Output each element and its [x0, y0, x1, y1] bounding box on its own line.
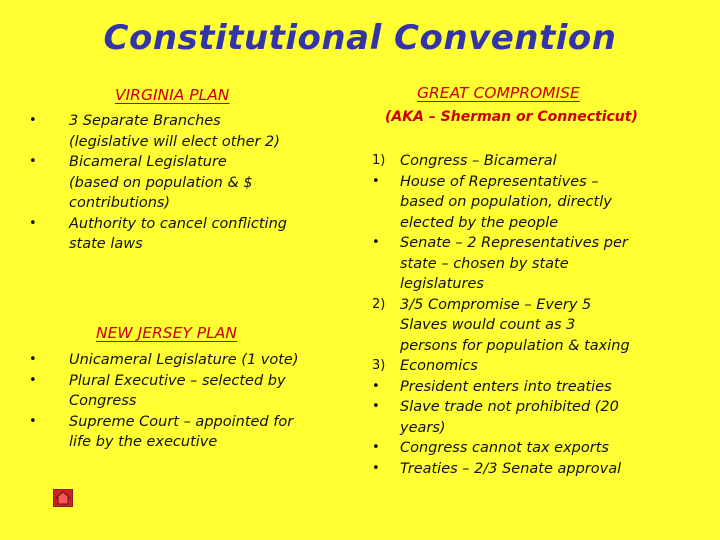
list-item-line: Senate – 2 Representatives per — [400, 235, 628, 251]
list-item — [29, 350, 359, 371]
list-item — [372, 172, 712, 234]
list-bullet: 3) — [372, 358, 386, 373]
list-item-line: (based on population & $ — [69, 174, 253, 191]
home-icon[interactable] — [53, 489, 73, 507]
list-bullet: • — [372, 173, 380, 189]
list-item-line: contributions) — [69, 195, 171, 211]
list-item — [372, 151, 712, 172]
list-bullet: • — [372, 460, 380, 476]
list-bullet: • — [29, 352, 37, 367]
list-item-line: Bicameral Legislature — [69, 154, 227, 170]
list-item-line: President enters into treaties — [400, 378, 612, 395]
list-bullet: • — [29, 113, 37, 128]
virginia-plan-list — [29, 111, 359, 255]
list-item — [372, 295, 712, 357]
list-item — [372, 438, 712, 459]
list-item-line: state laws — [69, 236, 143, 252]
list-item — [29, 152, 359, 214]
list-bullet: • — [372, 378, 380, 394]
list-item-line: Congress — [69, 393, 137, 409]
new-jersey-plan-list — [29, 350, 359, 453]
list-item — [372, 377, 712, 398]
list-bullet: • — [29, 215, 37, 231]
great-compromise-heading: GREAT COMPROMISE — [417, 84, 580, 102]
list-bullet: • — [29, 154, 37, 169]
list-item — [29, 214, 359, 255]
new-jersey-plan-heading: NEW JERSEY PLAN — [96, 324, 237, 342]
virginia-plan-heading: VIRGINIA PLAN — [115, 86, 230, 104]
great-compromise-subheading: (AKA – Sherman or Connecticut) — [385, 109, 638, 125]
list-bullet: • — [372, 235, 380, 250]
list-item-line: legislatures — [400, 276, 484, 292]
list-item-line: Unicameral Legislature (1 vote) — [69, 352, 299, 368]
slide-title: Constitutional Convention — [103, 18, 617, 58]
list-bullet: 1) — [372, 153, 386, 168]
list-item-line: Congress cannot tax exports — [400, 440, 609, 456]
list-item-line: Plural Executive – selected by — [69, 372, 286, 389]
list-item-line: years) — [400, 419, 446, 436]
list-item — [372, 356, 712, 377]
list-item-line: life by the executive — [69, 434, 218, 450]
list-item-line: 3 Separate Branches — [69, 113, 221, 129]
list-item-line: Congress – Bicameral — [400, 153, 557, 169]
list-item — [372, 397, 712, 438]
list-bullet: • — [372, 440, 380, 455]
list-item-line: Economics — [400, 358, 478, 374]
list-item-line: based on population, directly — [400, 194, 612, 210]
list-bullet: • — [29, 372, 37, 388]
list-bullet: • — [29, 413, 37, 429]
list-item-line: elected by the people — [400, 214, 559, 231]
list-item-line: persons for population & taxing — [400, 337, 630, 354]
list-bullet: 2) — [372, 296, 386, 312]
list-bullet: • — [372, 399, 380, 414]
list-item-line: House of Representatives – — [400, 173, 599, 190]
list-item-line: Authority to cancel conflicting — [69, 215, 287, 232]
list-item-line: Slaves would count as 3 — [400, 317, 576, 333]
list-item — [29, 111, 359, 152]
list-item-line: Treaties – 2/3 Senate approval — [400, 460, 622, 477]
list-item-line: (legislative will elect other 2) — [69, 133, 280, 150]
great-compromise-list — [372, 151, 712, 479]
list-item — [29, 412, 359, 453]
list-item-line: Supreme Court – appointed for — [69, 413, 294, 430]
list-item-line: 3/5 Compromise – Every 5 — [400, 296, 592, 313]
list-item-line: Slave trade not prohibited (20 — [400, 399, 619, 415]
list-item — [372, 233, 712, 295]
list-item-line: state – chosen by state — [400, 255, 569, 272]
list-item — [29, 371, 359, 412]
list-item — [372, 459, 712, 480]
